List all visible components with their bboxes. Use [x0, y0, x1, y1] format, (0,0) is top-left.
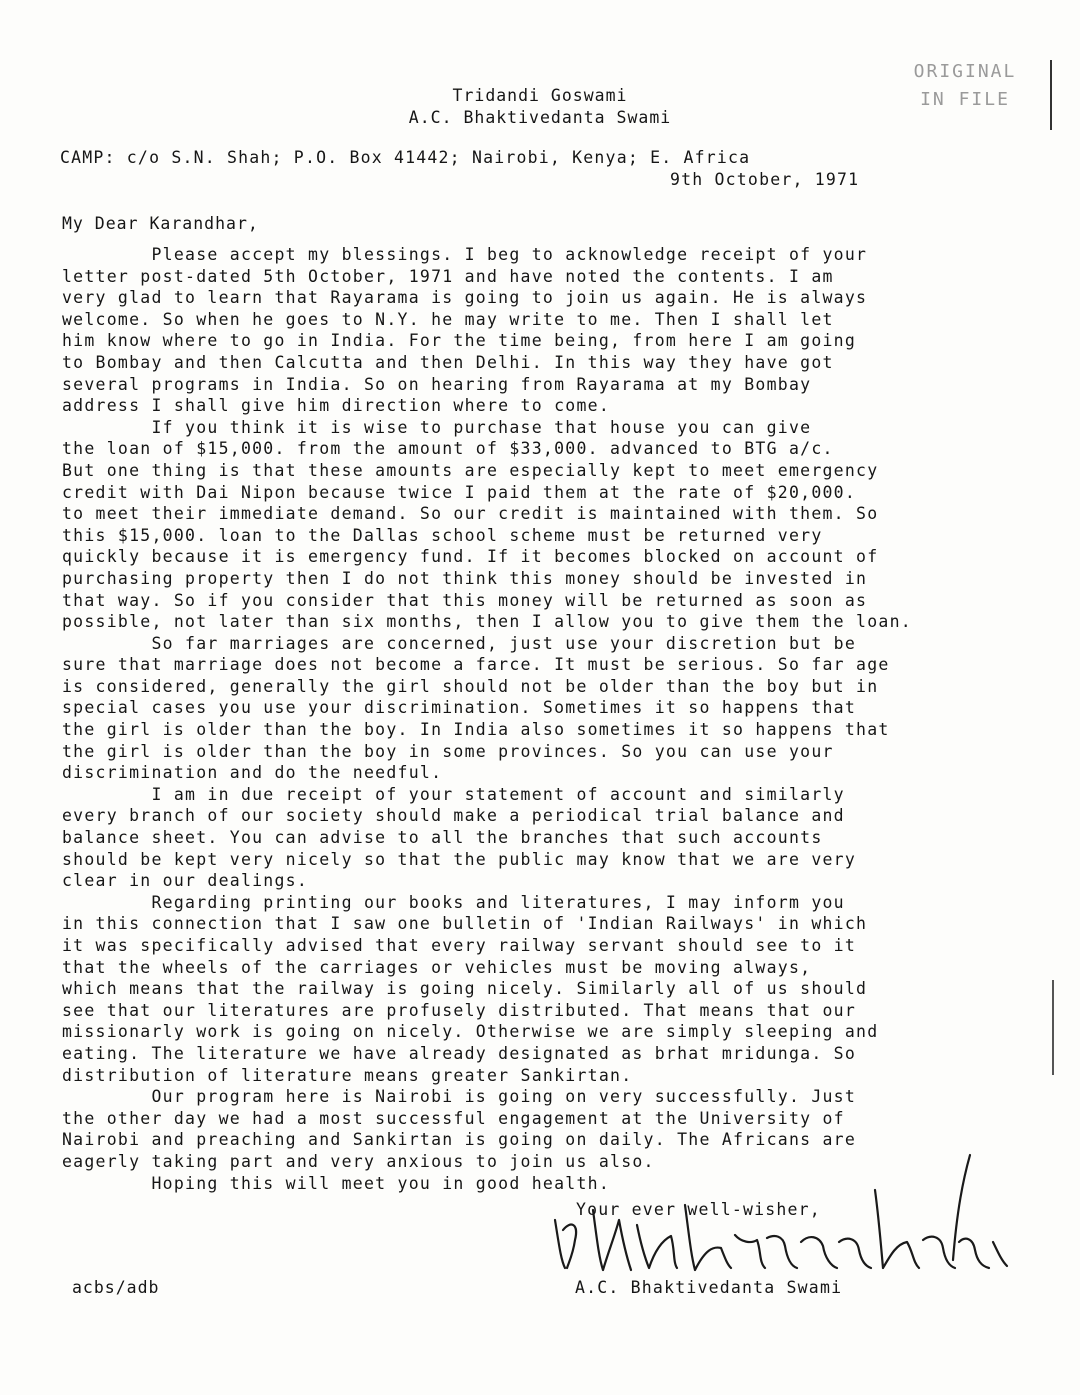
body-line: this $15,000. loan to the Dallas school scheme must be returned very — [62, 525, 823, 545]
body-line: should be kept very nicely so that the public may know that we are very — [62, 849, 857, 869]
body-line: the other day we had a most successful engagement at the University of — [62, 1108, 845, 1128]
letterhead-name: A.C. Bhaktivedanta Swami — [408, 108, 672, 127]
body-line: that the wheels of the carriages or vehicles must be moving always, — [62, 957, 812, 977]
body-line: But one thing is that these amounts are especially kept to meet emergency — [62, 460, 879, 480]
body-line: Our program here is Nairobi is going on very successfully. Just — [62, 1087, 857, 1107]
body-line: to Bombay and then Calcutta and then Delhi. In this way they have got — [62, 352, 834, 372]
body-line: quickly because it is emergency fund. If it becomes blocked on account of — [62, 547, 879, 567]
body-line: the girl is older than the boy in some provinces. So you can use your — [62, 741, 834, 761]
body-line: Hoping this will meet you in good health. — [62, 1173, 611, 1193]
body-line: If you think it is wise to purchase that house you can give — [62, 417, 812, 437]
body-line: which means that the railway is going nicely. Similarly all of us should — [62, 979, 868, 999]
body-line: is considered, generally the girl should not be older than the boy but in — [62, 676, 879, 696]
body-line: sure that marriage does not become a farce. It must be serious. So far age — [62, 655, 890, 675]
body-line: Please accept my blessings. I beg to acknowledge receipt of your — [62, 245, 868, 264]
letter-body — [62, 244, 1047, 1194]
letter-date: 9th October, 1971 — [670, 170, 860, 189]
body-line: letter post-dated 5th October, 1971 and have noted the contents. I am — [62, 266, 834, 286]
body-line: discrimination and do the needful. — [62, 763, 443, 783]
body-line: balance sheet. You can advise to all the branches that such accounts — [62, 828, 823, 848]
margin-mark-lower — [1052, 980, 1054, 1075]
body-line: distribution of literature means greater Sankirtan. — [62, 1065, 633, 1085]
body-line: missionarly work is going on nicely. Otherwise we are simply sleeping and — [62, 1022, 879, 1042]
body-line: several programs in India. So on hearing from Rayarama at my Bombay — [62, 374, 812, 394]
camp-address: CAMP: c/o S.N. Shah; P.O. Box 41442; Nairobi, Kenya; E. Africa — [60, 148, 751, 167]
body-line: it was specifically advised that every railway servant should see to it — [62, 936, 857, 955]
body-line: special cases you use your discrimination. Sometimes it so happens that — [62, 698, 857, 718]
body-line: possible, not later than six months, then I allow you to give them the loan. — [62, 612, 912, 632]
body-line: that way. So if you consider that this money will be returned as soon as — [62, 590, 868, 610]
reference-initials: acbs/adb — [72, 1278, 160, 1297]
body-line: him know where to go in India. For the time being, from here I am going — [62, 331, 857, 351]
body-line: clear in our dealings. — [62, 871, 309, 891]
body-line: welcome. So when he goes to N.Y. he may write to me. Then I shall let — [62, 309, 834, 329]
body-line: credit with Dai Nipon because twice I paid them at the rate of $20,000. — [62, 482, 857, 502]
body-line: the loan of $15,000. from the amount of $33,000. advanced to BTG a/c. — [62, 439, 834, 459]
body-line: So far marriages are concerned, just use your discretion but be — [62, 633, 857, 653]
stamp-line-1: ORIGINAL — [913, 61, 1017, 82]
body-line: purchasing property then I do not think this money should be invested in — [62, 568, 868, 588]
body-line: I am in due receipt of your statement of account and similarly — [62, 784, 845, 804]
body-line: to meet their immediate demand. So our credit is maintained with them. So — [62, 504, 879, 524]
body-line: in this connection that I saw one bulletin of 'Indian Railways' in which — [62, 914, 868, 934]
closing-line: Your ever well-wisher, — [576, 1200, 821, 1219]
body-line: eagerly taking part and very anxious to join us also. — [62, 1151, 655, 1171]
handwritten-signature — [545, 1150, 1015, 1290]
body-line: see that our literatures are profusely distributed. That means that our — [62, 1000, 857, 1020]
body-line: Nairobi and preaching and Sankirtan is going on daily. The Africans are — [62, 1130, 857, 1150]
body-line: every branch of our society should make a periodical trial balance and — [62, 806, 845, 826]
body-line: very glad to learn that Rayarama is going to join us again. He is always — [62, 288, 868, 308]
signer-name: A.C. Bhaktivedanta Swami — [575, 1278, 843, 1297]
stamp-line-2: IN FILE — [920, 89, 1010, 110]
body-line: address I shall give him direction where to come. — [62, 396, 611, 416]
body-line: eating. The literature we have already designated as brhat mridunga. So — [62, 1043, 857, 1063]
body-line: the girl is older than the boy. In India also sometimes it so happens that — [62, 720, 890, 740]
body-line: Regarding printing our books and literatures, I may inform you — [62, 892, 845, 912]
salutation: My Dear Karandhar, — [62, 214, 259, 233]
letterhead-title: Tridandi Goswami — [452, 86, 628, 105]
